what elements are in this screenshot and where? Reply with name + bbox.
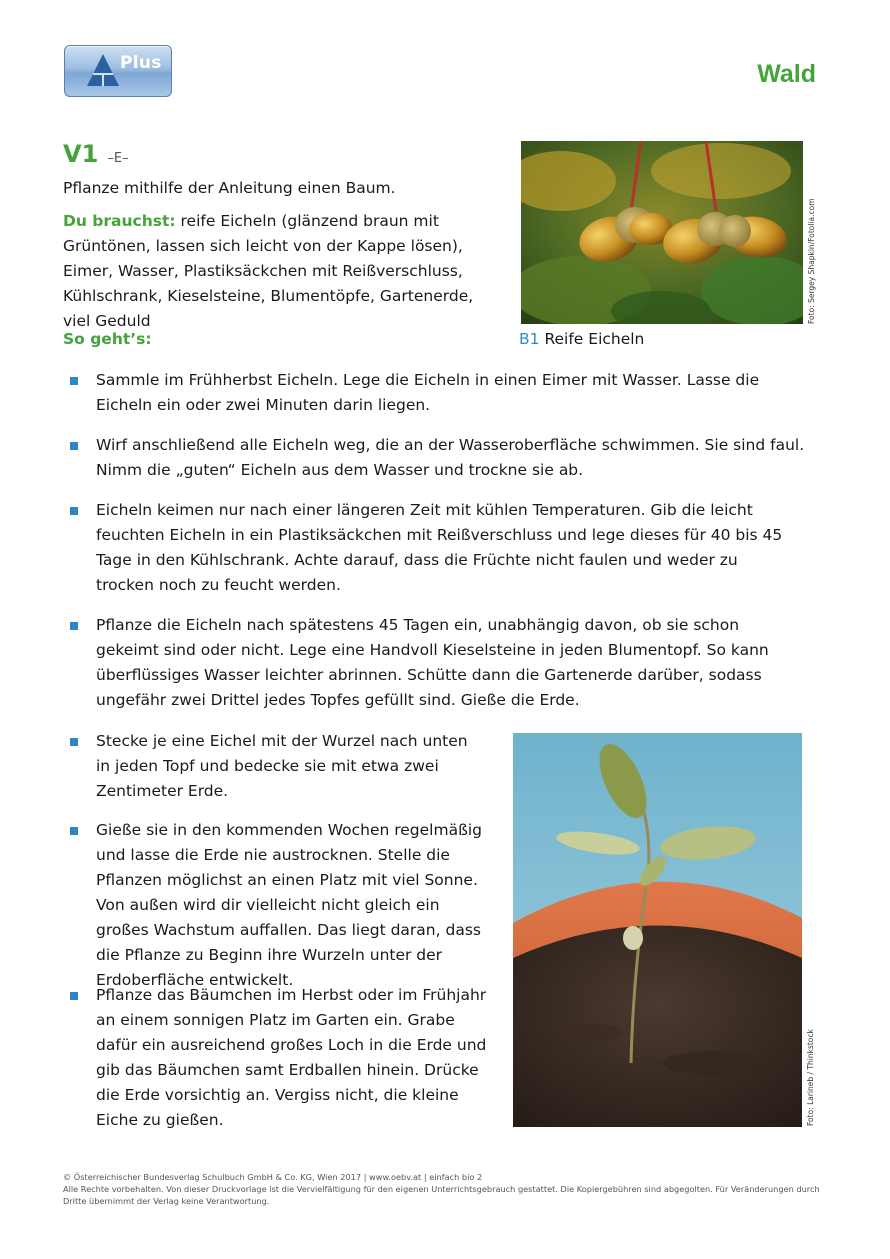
materials-paragraph: [63, 209, 503, 334]
square-bullet-icon: [70, 507, 78, 515]
howto-heading: So geht’s:: [63, 330, 152, 348]
photo1-credit: Foto: Sergey Shapkin/Fotolia.com: [807, 198, 816, 324]
acorns-photo: [521, 141, 803, 324]
publisher-logo: [64, 45, 172, 97]
figure1-caption: [519, 330, 644, 348]
list-item: [96, 433, 816, 483]
figure1-caption-text: Reife Eicheln: [544, 330, 645, 348]
square-bullet-icon: [70, 622, 78, 630]
photo2-credit: Foto: Larineb / Thinkstock: [806, 1029, 815, 1126]
task-level: –E–: [107, 151, 129, 166]
square-bullet-icon: [70, 738, 78, 746]
seedling-photo: [513, 733, 802, 1127]
step-text: Pflanze die Eicheln nach spätestens 45 Tagen ein, unabhängig davon, ob sie schon gekeimt sind oder nicht. Lege eine Handvoll Kieselsteine in jeden Blumentopf. So kann überflüssiges Wasser leichter abrinnen. Schütte dann die Gartenerde darüber, sodass ungefähr zwei Drittel jedes Topfes gefüllt sind. Gieße die Erde.: [96, 616, 769, 709]
step-text: Gieße sie in den kommenden Wochen regelmäßig und lasse die Erde nie austrocknen. Stelle die Pflanzen möglichst an einen Platz mit viel Sonne. Von außen wird dir vielleicht nicht gleich ein großes Wachstum auffallen. Das liegt daran, dass die Pflanze zu Beginn ihre Wurzeln unter der Erdoberfläche entwickelt.: [96, 821, 482, 989]
footer: [63, 1171, 823, 1207]
square-bullet-icon: [70, 377, 78, 385]
figure1-label: B1: [519, 330, 540, 348]
task-heading: [63, 140, 129, 168]
step-text: Stecke je eine Eichel mit der Wurzel nach unten in jeden Topf und bedecke sie mit etwa zwei Zentimeter Erde.: [96, 732, 468, 800]
square-bullet-icon: [70, 827, 78, 835]
list-item: [96, 818, 496, 993]
task-intro: Pflanze mithilfe der Anleitung einen Baum.: [63, 179, 396, 197]
logo-plus-label: Plus: [120, 53, 162, 73]
materials-text: reife Eicheln (glänzend braun mit Grüntönen, lassen sich leicht von der Kappe lösen), Eimer, Wasser, Plastiksäckchen mit Reißverschluss, Kühlschrank, Kieselsteine, Blumentöpfe, Gartenerde, viel Geduld: [63, 212, 474, 330]
chapter-title: Wald: [757, 60, 816, 88]
footer-copyright: © Österreichischer Bundesverlag Schulbuch GmbH & Co. KG, Wien 2017 | www.oebv.at | einfach bio 2: [63, 1172, 483, 1182]
list-item: [96, 729, 478, 804]
materials-label: Du brauchst:: [63, 212, 176, 230]
step-text: Eicheln keimen nur nach einer längeren Zeit mit kühlen Temperaturen. Gib die leicht feuchten Eicheln in ein Plastiksäckchen mit Reißverschluss und lege dieses für 40 bis 45 Tage in den Kühlschrank. Achte darauf, dass die Früchte nicht faulen und weder zu trocken noch zu feucht werden.: [96, 501, 783, 594]
step-text: Pflanze das Bäumchen im Herbst oder im Frühjahr an einem sonnigen Platz im Garten ein. Grabe dafür ein ausreichend großes Loch in die Erde und gib das Bäumchen samt Erdballen hinein. Drücke die Erde vorsichtig an. Vergiss nicht, die kleine Eiche zu gießen.: [96, 986, 487, 1129]
task-id: V1: [63, 140, 99, 168]
list-item: [96, 498, 796, 598]
square-bullet-icon: [70, 442, 78, 450]
list-item: [96, 613, 801, 713]
triangle-logo-icon: [85, 52, 121, 88]
list-item: [96, 368, 816, 418]
square-bullet-icon: [70, 992, 78, 1000]
list-item: [96, 983, 491, 1133]
step-text: Sammle im Frühherbst Eicheln. Lege die Eicheln in einen Eimer mit Wasser. Lasse die Eicheln ein oder zwei Minuten darin liegen.: [96, 371, 760, 414]
step-text: Wirf anschließend alle Eicheln weg, die an der Wasseroberfläche schwimmen. Sie sind faul. Nimm die „guten“ Eicheln aus dem Wasser und trockne sie ab.: [96, 436, 805, 479]
footer-rights: Alle Rechte vorbehalten. Von dieser Druckvorlage ist die Vervielfältigung für den eigenen Unterrichtsgebrauch gestattet. Die Kopiergebühren sind abgegolten. Für Veränderungen durch Dritte übernimmt der Verlag keine Verantwortung.: [63, 1184, 820, 1206]
